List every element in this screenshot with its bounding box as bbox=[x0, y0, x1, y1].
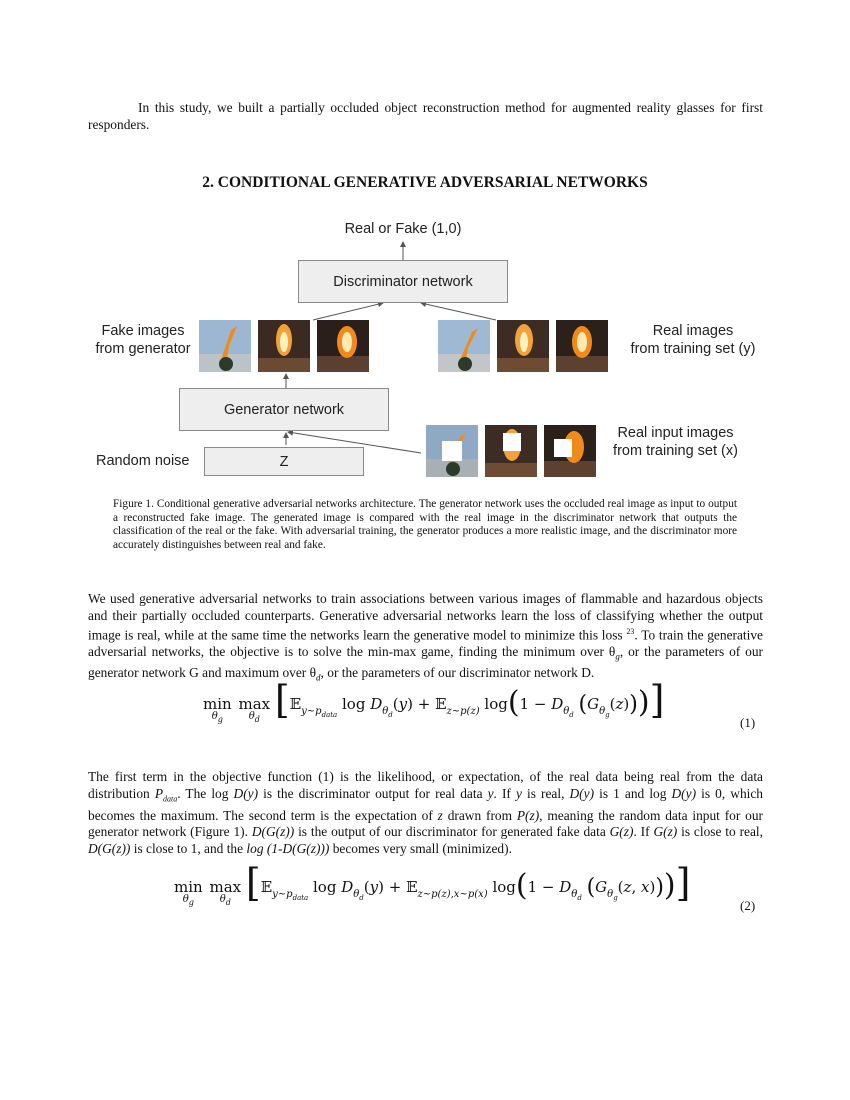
generator-network-box bbox=[179, 388, 389, 431]
equation-1-number: (1) bbox=[740, 715, 756, 730]
real-or-fake-label: Real or Fake (1,0) bbox=[344, 221, 462, 237]
equation-2-number: (2) bbox=[740, 898, 756, 913]
fake-images-label: Fake images from generator bbox=[95, 323, 191, 357]
random-noise-label: Random noise bbox=[96, 453, 190, 469]
figure-caption: Figure 1. Conditional generative adversarial networks architecture. The generator network uses the occluded real image as input to output a reconstructed fake image. The generated image is compared with the real image in the discriminator network that outputs the classification of the real or the fake. With adversarial training, the generator produces a more realistic image, and the discriminator more accurately distinguishes between real and fake. bbox=[113, 498, 737, 552]
equation-1: min $\theta_g$ max $\theta_d$ [𝔼$_{y\sim p_{data}}$ $\log D_{\theta_d}(y)$ + 𝔼$_{z\sim p(z)}$ $\log(1 - D_{\theta_d}$ $(G_{\theta_g}(z))$)] (1) bbox=[203, 678, 756, 730]
input-image-1 bbox=[426, 425, 478, 477]
fake-image-2 bbox=[258, 320, 310, 372]
input-image-2 bbox=[485, 425, 537, 477]
z-label: Z bbox=[279, 453, 289, 470]
input-image-3 bbox=[544, 425, 596, 477]
discriminator-network-label: Discriminator network bbox=[333, 273, 473, 290]
real-image-1 bbox=[438, 320, 490, 372]
body-paragraph-1: We used generative adversarial networks to train associations between various images of flammable and hazardous objects and their partially occluded counterparts. Generative adversarial networks learn the loss of classifying whether the output image is real, while at the same time the networks learn the generative model to minimize this loss $^{23}$. To train the generative adversarial networks, the objective is to solve the min-max game, finding the minimum over $\theta_g$, or the parameters of our generator network G and maximum over $\theta_d$, or the parameters of our discriminator network D. bbox=[88, 591, 764, 683]
real-image-3 bbox=[556, 320, 608, 372]
real-input-images-label: Real input images from training set (x) bbox=[613, 425, 738, 459]
discriminator-network-box bbox=[298, 260, 508, 303]
fake-image-1 bbox=[199, 320, 251, 372]
fake-image-3 bbox=[317, 320, 369, 372]
real-image-2 bbox=[497, 320, 549, 372]
section-heading: 2. CONDITIONAL GENERATIVE ADVERSARIAL NETWORKS bbox=[202, 174, 648, 191]
figure-cgan-architecture bbox=[88, 210, 768, 490]
real-images-label: Real images from training set (y) bbox=[630, 323, 756, 357]
z-box bbox=[204, 447, 364, 476]
arrow-fake-to-disc bbox=[313, 303, 383, 320]
arrow-real-to-disc bbox=[421, 303, 496, 320]
intro-paragraph: In this study, we built a partially occluded object reconstruction method for augmented reality glasses for first responders. bbox=[88, 100, 763, 132]
equation-2: min $\theta_g$ max $\theta_d$ [𝔼$_{y\sim p_{data}}$ $\log D_{\theta_d}(y)$ + 𝔼$_{z\sim p(z),x\sim p(x)}$ $\log(1 - D_{\theta_d}$ ($G_{\theta_g}(z$, x)))] (2) bbox=[174, 861, 756, 913]
body-paragraph-2: The first term in the objective function (1) is the likelihood, or expectation, of the real data being real from the data distribution $P_{data}$. The log D(y) is the discriminator output for real data y. If y is real, D(y) is 1 and log D(y) is 0, which becomes the maximum. The second term is the expectation of z drawn from P(z), meaning the random data input for our generator network (Figure 1). D(G(z)) is the output of our discriminator for generated fake data G(z). If G(z) is close to real, D(G(z)) is close to 1, and the log (1-D(G(z))) becomes very small (minimized). bbox=[88, 769, 764, 856]
generator-network-label: Generator network bbox=[223, 401, 345, 418]
